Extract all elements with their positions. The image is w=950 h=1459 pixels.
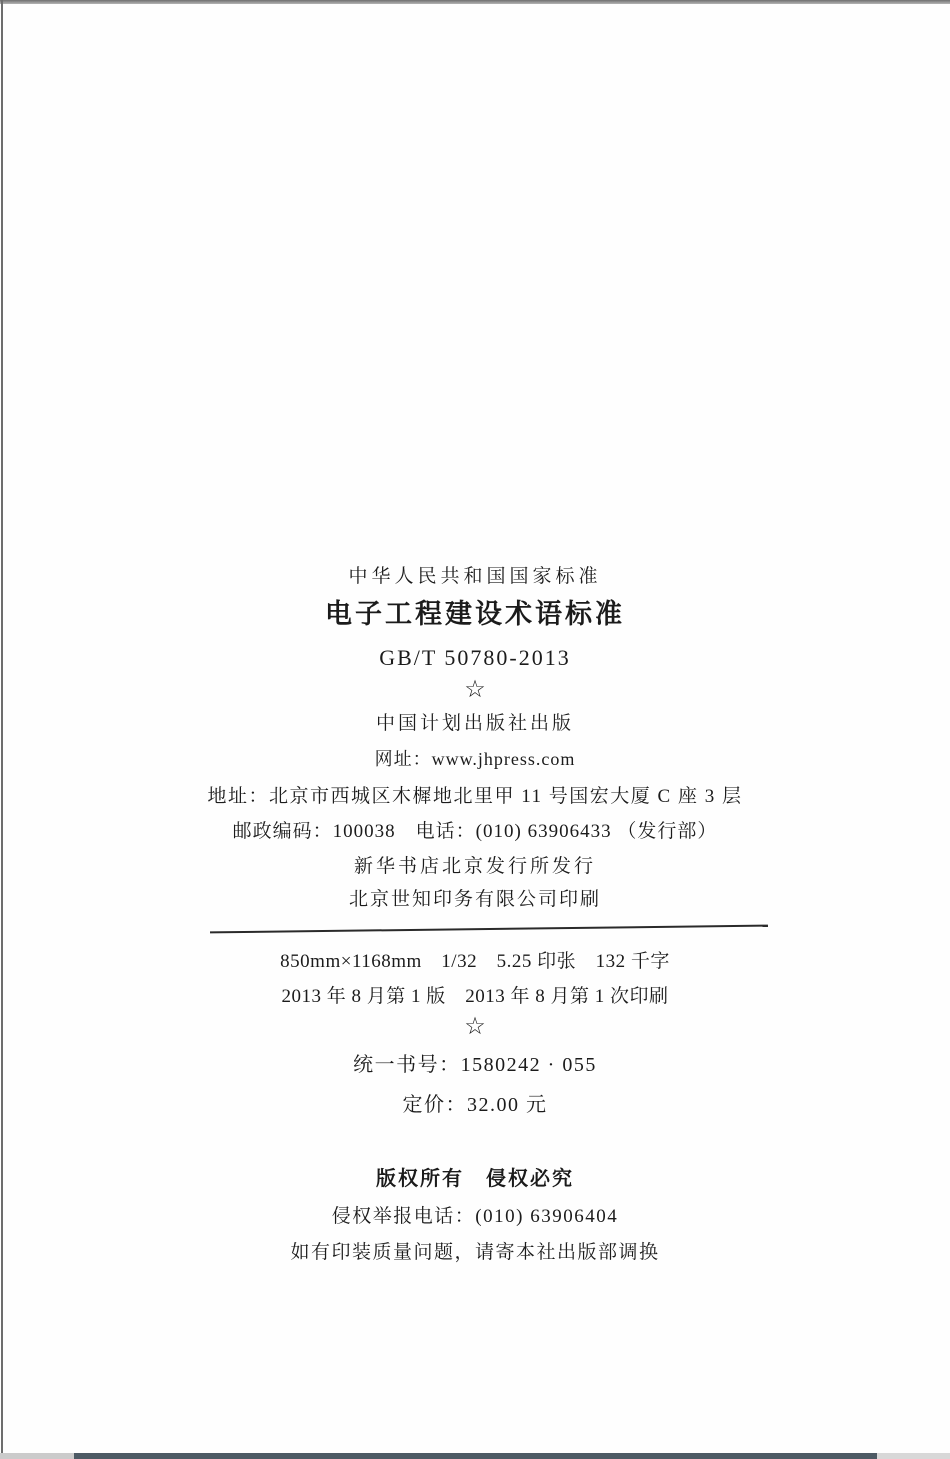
book-title: 电子工程建设术语标准 <box>325 599 625 629</box>
distributor-line: 新华书店北京发行所发行 <box>353 856 596 877</box>
star-icon: ☆ <box>464 1014 486 1040</box>
scan-edge-bottom-right-segment <box>877 1453 950 1459</box>
star-icon: ☆ <box>464 677 486 703</box>
scan-edge-bottom-dark-segment <box>74 1453 877 1459</box>
price-line: 定价：32.00 元 <box>402 1094 548 1116</box>
edition-line: 2013 年 8 月第 1 版 2013 年 8 月第 1 次印刷 <box>281 986 669 1007</box>
scan-edge-top <box>0 0 950 4</box>
scan-edge-bottom-left-segment <box>0 1453 74 1459</box>
scan-edge-bottom <box>0 1453 950 1459</box>
copyright-notice: 版权所有 侵权必究 <box>376 1168 574 1190</box>
publisher-postcode-phone-line: 邮政编码：100038 电话：(010) 63906433 （发行部） <box>232 821 718 842</box>
standard-number: GB/T 50780-2013 <box>379 645 571 670</box>
publisher-website-line: 网址：www.jhpress.com <box>374 749 576 769</box>
quality-exchange-note: 如有印装质量问题，请寄本社出版部调换 <box>290 1242 660 1263</box>
section-divider-line <box>210 925 768 934</box>
unified-book-number-line: 统一书号：1580242 · 055 <box>353 1054 597 1076</box>
printer-line: 北京世知印务有限公司印刷 <box>348 889 601 910</box>
print-format-line: 850mm×1168mm 1/32 5.25 印张 132 千字 <box>280 951 670 972</box>
publisher-name-line: 中国计划出版社出版 <box>375 713 574 734</box>
standard-series-label: 中华人民共和国国家标准 <box>348 566 602 587</box>
publisher-address-line: 地址：北京市西城区木樨地北里甲 11 号国宏大厦 C 座 3 层 <box>207 786 743 807</box>
infringement-report-phone-line: 侵权举报电话：(010) 63906404 <box>331 1206 619 1227</box>
